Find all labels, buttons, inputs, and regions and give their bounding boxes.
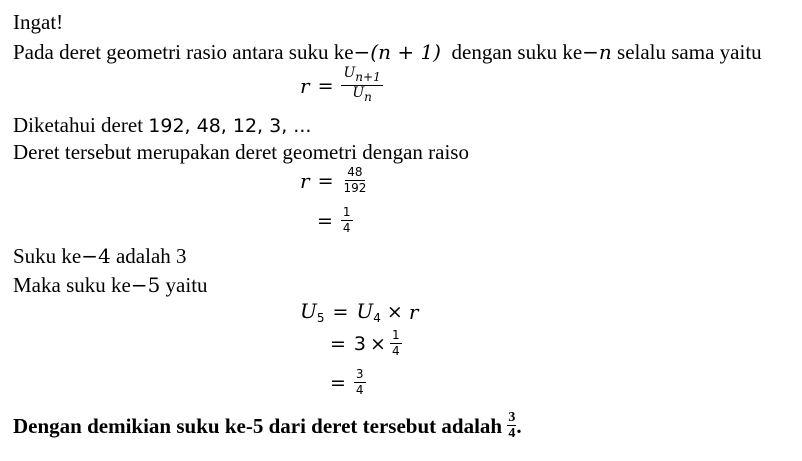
- calc-step3-den: 4: [355, 383, 364, 397]
- calc-step1: [300, 299, 418, 325]
- heading-ingat: Ingat!: [13, 10, 64, 34]
- term4-line: [13, 244, 187, 268]
- calc-r: r: [408, 300, 419, 324]
- conclusion-text: Dengan demikian suku ke-5 dari deret tersebut adalah: [13, 413, 503, 438]
- term4-text: Suku ke: [13, 244, 82, 268]
- intro-before: Pada deret geometri rasio antara suku ke: [13, 40, 354, 64]
- ratio-step1-num: 48: [347, 165, 363, 179]
- formula-den-base: U: [352, 85, 365, 101]
- ratio-step2: [309, 205, 353, 236]
- calc-step2: [322, 328, 402, 359]
- term5-intro: [13, 273, 208, 297]
- calc-u4: $U_4$: [356, 299, 381, 325]
- calc-eq1: =: [332, 301, 349, 323]
- formula-eq: =: [317, 74, 334, 97]
- ratio-eq2: =: [317, 209, 333, 232]
- calc-step2-den: 4: [391, 344, 400, 358]
- formula-num-sub: n+1: [355, 70, 381, 84]
- calc-fraction-3-4: [354, 367, 366, 398]
- conclusion-fraction: [507, 410, 516, 441]
- ratio-fraction-1-4: [341, 205, 353, 236]
- formula-den-sub: n: [364, 90, 372, 104]
- intro-middle: dengan suku ke: [451, 40, 583, 64]
- calc-times2: ×: [370, 332, 386, 355]
- term4-after: adalah: [115, 244, 171, 268]
- formula-fraction: [341, 66, 382, 105]
- ratio-formula: [300, 66, 383, 105]
- ratio-eq1: =: [317, 169, 334, 192]
- term4-math: −4: [81, 244, 111, 268]
- calc-step3: [322, 367, 366, 398]
- ratio-step2-num: 1: [342, 205, 351, 219]
- intro-line: [13, 40, 762, 64]
- ratio-fraction-48-192: [341, 165, 368, 196]
- intro-math-n-plus-1: −(n + 1): [353, 40, 441, 64]
- ratio-step1: [300, 165, 368, 196]
- calc-step2-num: 1: [391, 328, 400, 342]
- term5-math: −5: [130, 273, 161, 297]
- known-line: [13, 113, 311, 138]
- conclusion-period: .: [516, 413, 522, 438]
- formula-lhs: r: [300, 73, 310, 98]
- ratio-intro: Deret tersebut merupakan deret geometri dengan raiso: [13, 140, 469, 164]
- known-label: Diketahui deret: [13, 113, 144, 137]
- intro-after: selalu sama yaitu: [617, 40, 762, 64]
- ratio-lhs: r: [300, 168, 310, 193]
- term4-value: 3: [176, 244, 187, 268]
- calc-three: 3: [353, 332, 367, 355]
- conclusion-frac-num: 3: [508, 410, 516, 425]
- ratio-step2-den: 4: [342, 221, 351, 235]
- calc-times1: ×: [386, 301, 403, 323]
- ratio-step1-den: 192: [343, 181, 367, 195]
- conclusion: [13, 410, 522, 441]
- term5-text: Maka suku ke: [13, 273, 131, 297]
- conclusion-frac-den: 4: [508, 426, 516, 441]
- formula-num-base: U: [343, 65, 356, 81]
- calc-step3-num: 3: [355, 367, 364, 381]
- known-series: 192, 48, 12, 3, ...: [148, 115, 312, 137]
- calc-fraction-1-4: [390, 328, 402, 359]
- calc-lhs: $U_5$: [300, 299, 325, 325]
- intro-math-n: −n: [582, 40, 612, 64]
- term5-after: yaitu: [165, 273, 208, 297]
- calc-eq2: =: [330, 332, 346, 355]
- calc-eq3: =: [330, 371, 346, 394]
